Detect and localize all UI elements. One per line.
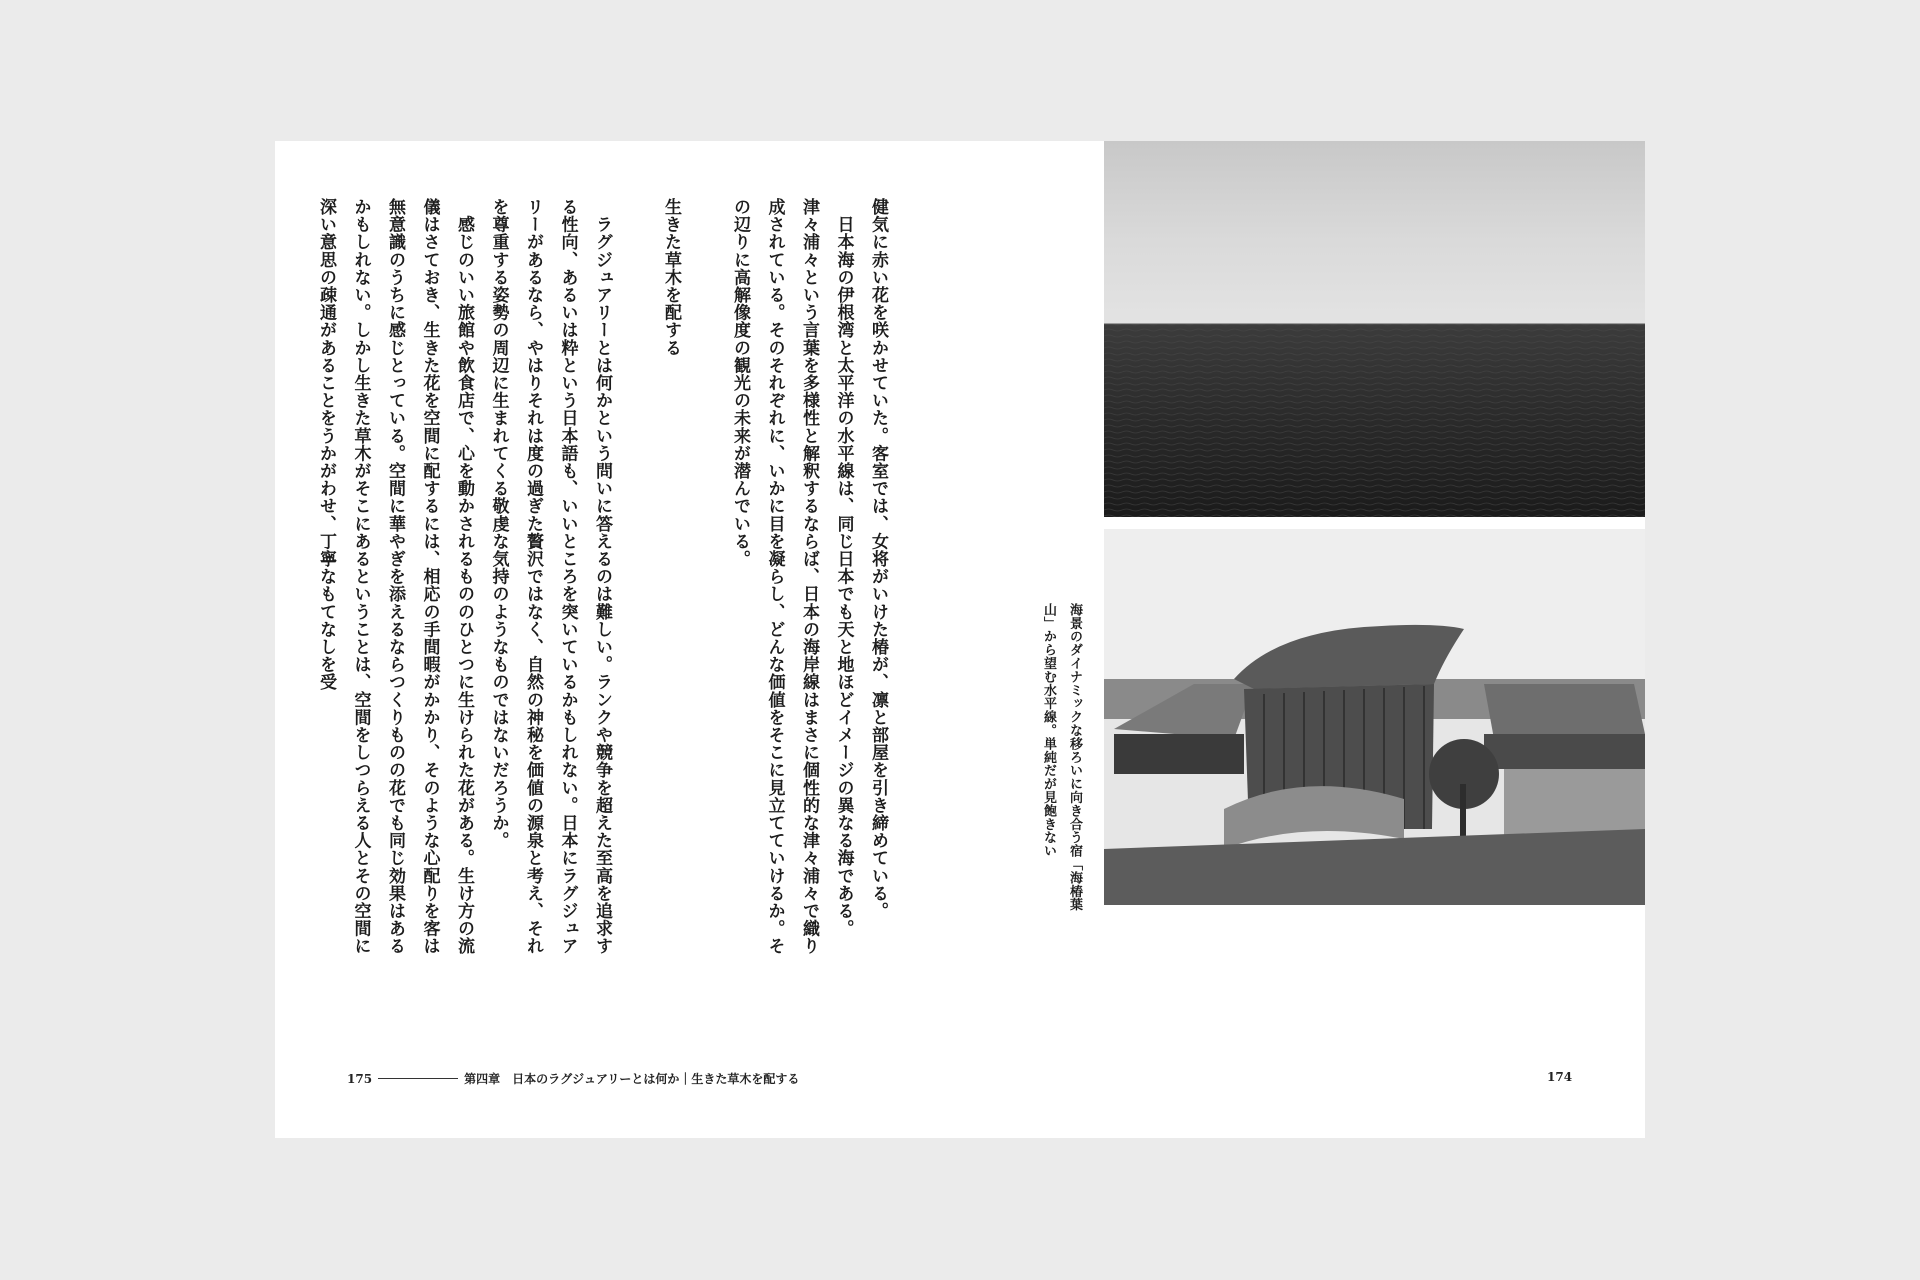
footer-rule [378,1078,458,1079]
paragraph: 感じのいい旅館や飲食店で、心を動かされるもののひとつに生けられた花がある。生け方の流儀はさておき、生きた花を空間に配するには、相応の手間暇がかかり、そのような心配りを客は無意識のうちに感じとっている。空間に華やぎを添えるならつくりものの花でも同じ効果はあるかもしれない。しかし生きた草木がそこにあるということは、空間をしつらえる人とその空間に深い意思の疎通があることをうかがわせ、丁寧なもてなしを受 [316,198,474,955]
footer-left [347,1070,799,1087]
sea-horizon-photo [1104,141,1645,517]
body-text-column [316,198,895,958]
book-spread [275,141,1645,1138]
page-number-left: 175 [347,1071,373,1086]
paragraph: ラグジュアリーとは何かという問いに答えるのは難しい。ランクや競争を超えた至高を追求する性向、あるいは粋という日本語も、いいところを突いているかもしれない。日本にラグジュアリーがあるなら、やはりそれは度の過ぎた贅沢ではなく、自然の神秘を価値の源泉と考え、それを尊重する姿勢の周辺に生まれてくる敬虔な気持のようなものではないだろうか。 [488,198,612,955]
paragraph: 健気に赤い花を咲かせていた。客室では、女将がいけた椿が、凛と部屋を引き締めている。 [868,198,888,920]
running-header-chapter: 第四章 日本のラグジュアリーとは何か｜生きた草木を配する [464,1072,800,1086]
page-number-right: 174 [1547,1070,1573,1084]
paragraph: 日本海の伊根湾と太平洋の水平線は、同じ日本でも天と地ほどイメージの異なる海である。津々浦々という言葉を多様性と解釈するならば、日本の海岸線はまさに個性的な津々浦々で織り成されている。そのそれぞれに、いかに目を凝らし、どんな価値をそこに見立てていけるか。その辺りに高解像度の観光の未来が潜んでいる。 [730,198,854,955]
building-photo [1104,529,1645,905]
section-heading: 生きた草木を配する [661,198,681,357]
photo-caption: 海景のダイナミックな移ろいに向き合う宿「海椿葉山」から望む水平線。単純だが見飽きない [1041,603,1082,912]
